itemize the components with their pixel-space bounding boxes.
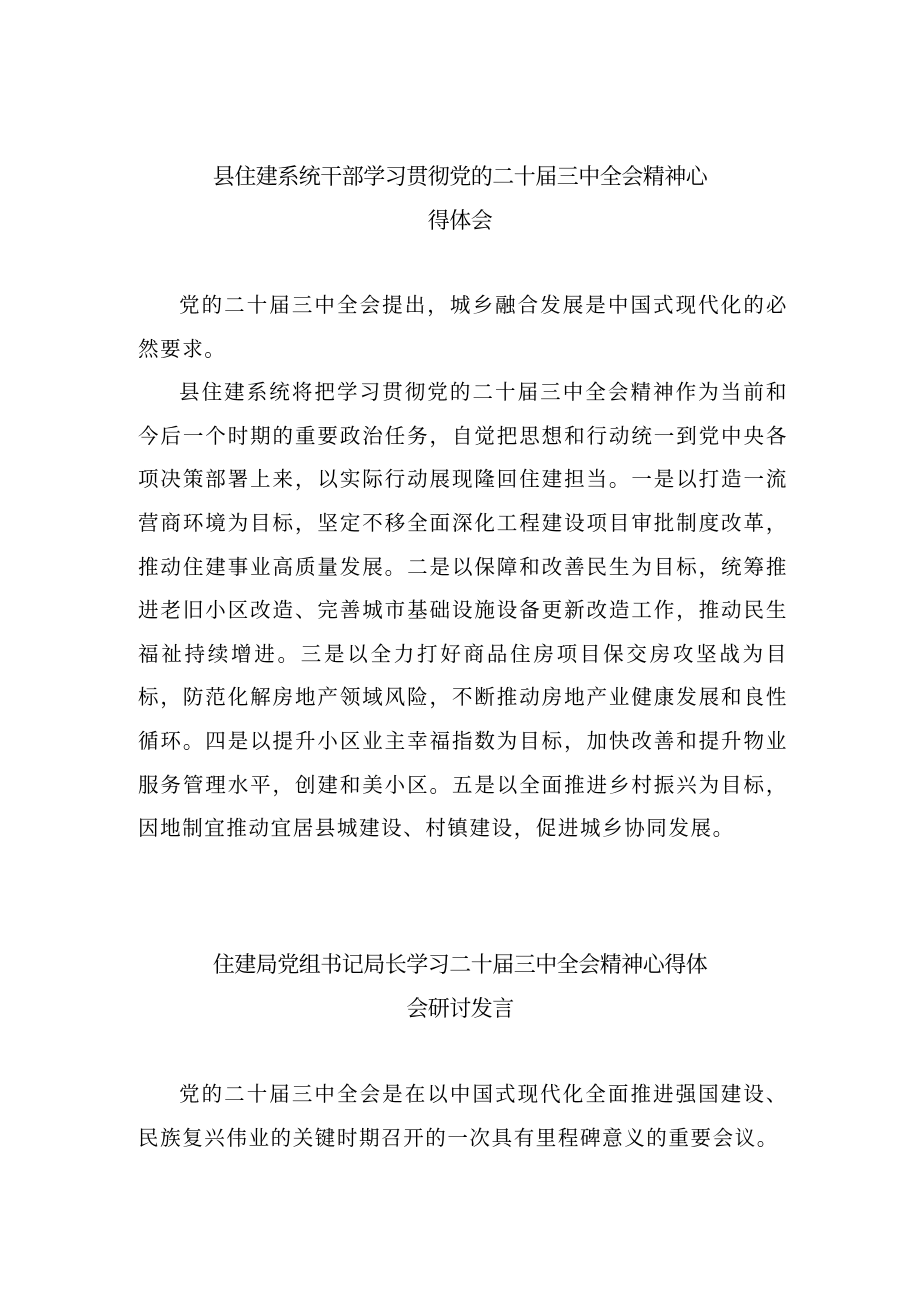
section-1-title-line-2: 得体会 bbox=[427, 209, 493, 234]
section-2-title-line-2: 会研讨发言 bbox=[406, 997, 514, 1022]
section-1-title-line-1: 县住建系统干部学习贯彻党的二十届三中全会精神心 bbox=[212, 165, 708, 190]
section-2-paragraph-1: 党的二十届三中全会是在以中国式现代化全面推进强国建设、民族复兴伟业的关键时期召开的一次具有里程碑意义的重要会议。 bbox=[138, 1082, 788, 1150]
section-2-body bbox=[138, 1073, 788, 1160]
section-1-title bbox=[130, 156, 790, 244]
section-1-paragraph-1: 党的二十届三中全会提出，城乡融合发展是中国式现代化的必然要求。 bbox=[138, 293, 788, 361]
section-1-body bbox=[138, 284, 788, 851]
section-2-title bbox=[130, 944, 790, 1032]
section-2-title-line-1: 住建局党组书记局长学习二十届三中全会精神心得体 bbox=[212, 953, 708, 978]
section-1-paragraph-2: 县住建系统将把学习贯彻党的二十届三中全会精神作为当前和今后一个时期的重要政治任务，自觉把思想和行动统一到党中央各项决策部署上来，以实际行动展现隆回住建担当。一是以打造一流营商环境为目标，坚定不移全面深化工程建设项目审批制度改革，推动住建事业高质量发展。二是以保障和改善民生为目标，统筹推进老旧小区改造、完善城市基础设施设备更新改造工作，推动民生福祉持续增进。三是以全力打好商品住房项目保交房攻坚战为目标，防范化解房地产领域风险，不断推动房地产业健康发展和良性循环。四是以提升小区业主幸福指数为目标，加快改善和提升物业服务管理水平，创建和美小区。五是以全面推进乡村振兴为目标，因地制宜推动宜居县城建设、村镇建设，促进城乡协同发展。 bbox=[138, 380, 788, 841]
